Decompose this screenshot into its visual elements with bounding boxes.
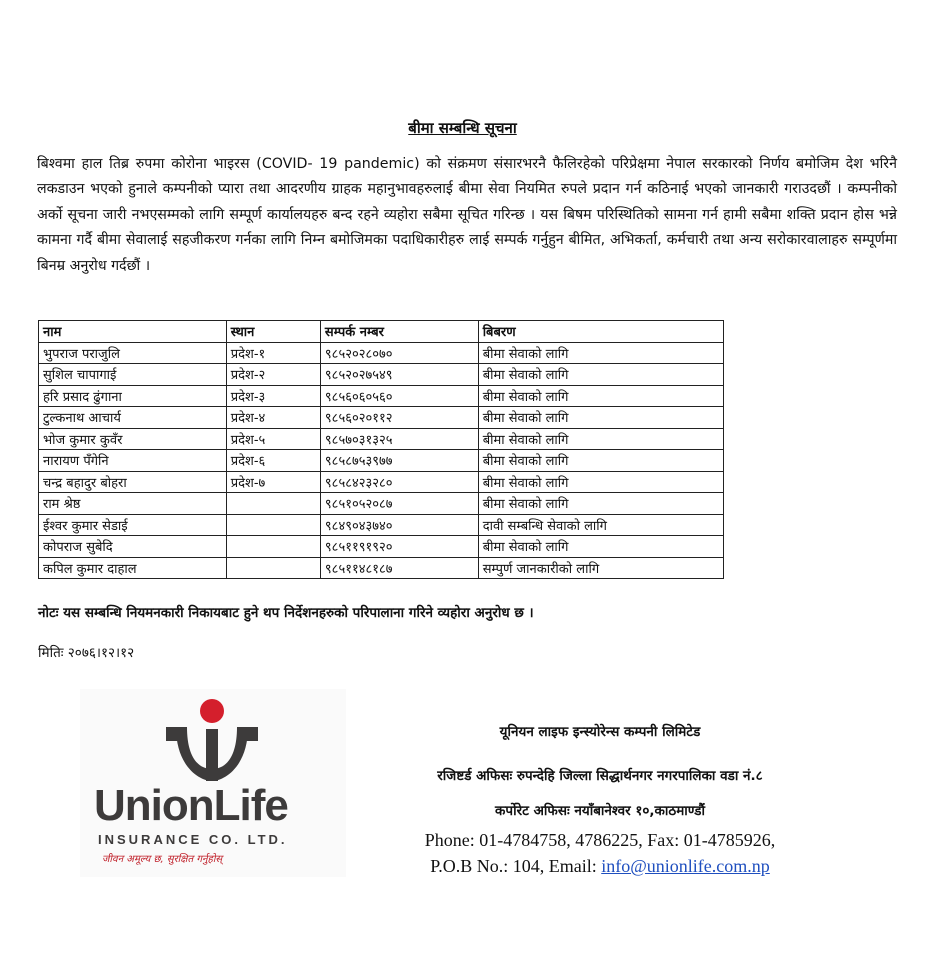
cell-description: बीमा सेवाको लागि: [478, 493, 723, 515]
cell-description: बीमा सेवाको लागि: [478, 342, 723, 364]
cell-location: [226, 536, 320, 558]
cell-name: कपिल कुमार दाहाल: [39, 557, 227, 579]
table-row: [39, 514, 724, 536]
logo-red-dot-icon: [200, 699, 224, 723]
table-header-row: [39, 321, 724, 343]
table-body: [39, 342, 724, 579]
cell-name: सुशिल चापागाई: [39, 364, 227, 386]
logo-stem-icon: [206, 729, 218, 781]
cell-name: चन्द्र बहादुर बोहरा: [39, 471, 227, 493]
corporate-office: कर्पोरेट अफिसः नयाँबानेश्वर १०,काठमाण्डौं: [495, 803, 705, 819]
table-row: [39, 407, 724, 429]
cell-location: [226, 557, 320, 579]
cell-name: भोज कुमार कुवँर: [39, 428, 227, 450]
cell-description: बीमा सेवाको लागि: [478, 407, 723, 429]
table-row: [39, 536, 724, 558]
cell-contact-number: ९८५६०२०११२: [320, 407, 478, 429]
cell-name: टुल्कनाथ आचार्य: [39, 407, 227, 429]
table-row: [39, 428, 724, 450]
cell-contact-number: ९८४९०४३७४०: [320, 514, 478, 536]
cell-name: भुपराज पराजुलि: [39, 342, 227, 364]
cell-description: दावी सम्बन्धि सेवाको लागि: [478, 514, 723, 536]
cell-contact-number: ९८५७०३१३२५: [320, 428, 478, 450]
cell-contact-number: ९८५११४८१८७: [320, 557, 478, 579]
notice-title: बीमा सम्बन्धि सूचना: [408, 119, 517, 137]
company-logo: [80, 689, 346, 877]
cell-contact-number: ९८५११९१९२०: [320, 536, 478, 558]
email-link[interactable]: info@unionlife.com.np: [601, 856, 770, 876]
pob-line: [360, 856, 840, 877]
contact-table: [38, 320, 724, 579]
date-text: मितिः २०७६।१२।१२: [38, 645, 135, 661]
logo-brand-text: UnionLife: [94, 781, 288, 830]
cell-contact-number: ९८५८७५३९७७: [320, 450, 478, 472]
note-text: नोटः यस सम्बन्धि नियमनकारी निकायबाट हुने थप निर्देशनहरुको परिपालाना गरिने व्यहोरा अनुरोध छ ।: [38, 605, 534, 621]
cell-name: हरि प्रसाद ढुंगाना: [39, 385, 227, 407]
column-header-contact: सम्पर्क नम्बर: [320, 321, 478, 343]
cell-contact-number: ९८५२०२७५४९: [320, 364, 478, 386]
cell-description: बीमा सेवाको लागि: [478, 536, 723, 558]
cell-location: प्रदेश-३: [226, 385, 320, 407]
cell-contact-number: ९८५६०६०५६०: [320, 385, 478, 407]
company-name: यूनियन लाइफ इन्स्योरेन्स कम्पनी लिमिटेड: [499, 724, 701, 740]
registered-office: रजिष्टर्ड अफिसः रुपन्देहि जिल्ला सिद्धार्थनगर नगरपालिका वडा नं.८: [437, 768, 763, 784]
column-header-name: नाम: [39, 321, 227, 343]
cell-description: बीमा सेवाको लागि: [478, 471, 723, 493]
table-row: [39, 364, 724, 386]
column-header-location: स्थान: [226, 321, 320, 343]
cell-description: बीमा सेवाको लागि: [478, 428, 723, 450]
cell-location: प्रदेश-५: [226, 428, 320, 450]
notice-body: बिश्वमा हाल तिब्र रुपमा कोरोना भाइरस (COVID- 19 pandemic) को संक्रमण संसारभरनै फैलिरहेको परिप्रेक्षमा नेपाल सरकारको निर्णय बमोजिम देश भरिनै लकडाउन भएको हुनाले कम्पनीको प्यारा तथा आदरणीय ग्राहक महानुभावहरुलाई बीमा सेवा नियमित रुपले प्रदान गर्न कठिनाई भएको जानकारी गराउदछौं । कम्पनीको अर्को सूचना जारी नभएसम्मको लागि सम्पूर्ण कार्यालयहरु बन्द रहने व्यहोरा सबैमा सूचित गरिन्छ । यस बिषम परिस्थितिको सामना गर्न हामी सबैमा शक्ति प्रदान होस भन्ने कामना गर्दै बीमा सेवालाई सहजीकरण गर्नका लागि निम्न बमोजिमका पदाधिकारीहरु लाई सम्पर्क गर्नुहुन बीमित, अभिकर्ता, कर्मचारी तथा अन्य सरोकारवालाहरु सम्पूर्णमा बिनम्र अनुरोध गर्दछौं ।: [37, 156, 897, 274]
table-row: [39, 385, 724, 407]
cell-name: ईश्वर कुमार सेडाई: [39, 514, 227, 536]
cell-contact-number: ९८५१०५२०८७: [320, 493, 478, 515]
cell-description: बीमा सेवाको लागि: [478, 385, 723, 407]
logo-emblem-icon: [80, 689, 346, 784]
cell-name: नारायण पँगेनि: [39, 450, 227, 472]
cell-contact-number: ९८५२०२८०७०: [320, 342, 478, 364]
table-row: [39, 342, 724, 364]
cell-location: [226, 514, 320, 536]
table-row: [39, 493, 724, 515]
phone-line: Phone: 01-4784758, 4786225, Fax: 01-4785926,: [424, 830, 776, 850]
table-row: [39, 557, 724, 579]
cell-location: [226, 493, 320, 515]
pob-text: P.O.B No.: 104, Email:: [430, 856, 602, 876]
cell-name: राम श्रेष्ठ: [39, 493, 227, 515]
cell-contact-number: ९८५८४२३२८०: [320, 471, 478, 493]
column-header-description: बिबरण: [478, 321, 723, 343]
cell-description: बीमा सेवाको लागि: [478, 364, 723, 386]
cell-description: बीमा सेवाको लागि: [478, 450, 723, 472]
logo-tagline: जीवन अमूल्य छ, सुरक्षित गर्नुहोस्: [102, 854, 223, 865]
cell-location: प्रदेश-१: [226, 342, 320, 364]
cell-description: सम्पुर्ण जानकारीको लागि: [478, 557, 723, 579]
table-row: [39, 450, 724, 472]
table-row: [39, 471, 724, 493]
cell-name: कोपराज सुबेदि: [39, 536, 227, 558]
cell-location: प्रदेश-६: [226, 450, 320, 472]
cell-location: प्रदेश-७: [226, 471, 320, 493]
logo-subtitle: INSURANCE CO. LTD.: [98, 832, 288, 847]
cell-location: प्रदेश-२: [226, 364, 320, 386]
cell-location: प्रदेश-४: [226, 407, 320, 429]
